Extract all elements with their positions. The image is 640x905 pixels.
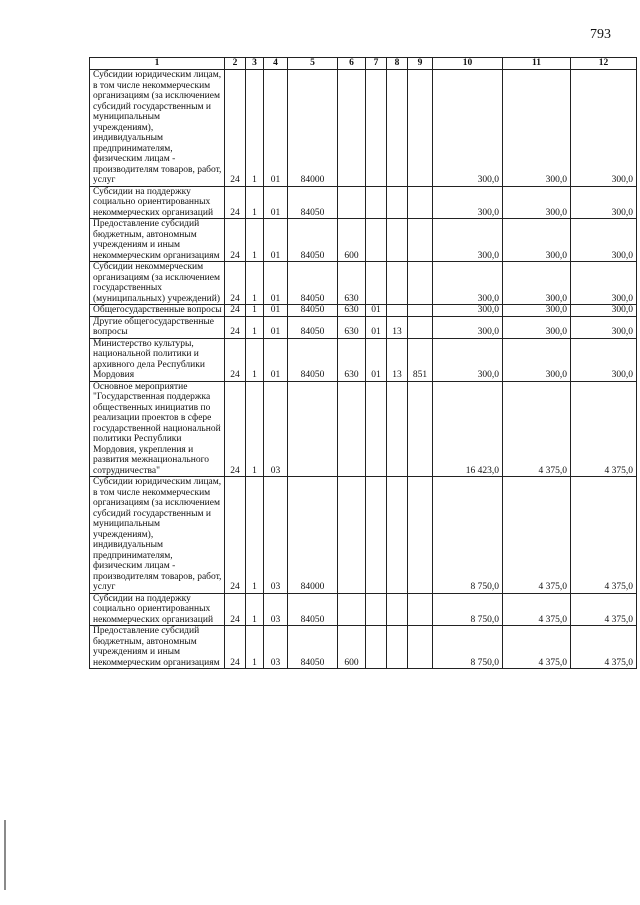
- scan-edge-mark: [4, 820, 6, 890]
- code-target: 84050: [288, 626, 338, 669]
- code-expense-type: 630: [338, 338, 366, 381]
- code-ministry: [408, 593, 433, 626]
- col-header: 5: [288, 58, 338, 70]
- code-section: 1: [246, 219, 264, 262]
- amount-col-10: 8 750,0: [433, 626, 503, 669]
- code-expense-type: [338, 186, 366, 219]
- code-expense-type: [338, 381, 366, 477]
- amount-col-12: 4 375,0: [571, 381, 637, 477]
- code-ministry: [408, 219, 433, 262]
- col-header: 10: [433, 58, 503, 70]
- code-section-2: [366, 381, 387, 477]
- code-subsection-2: [387, 262, 408, 305]
- code-admin: 24: [225, 186, 246, 219]
- code-ministry: [408, 381, 433, 477]
- code-expense-type: 600: [338, 626, 366, 669]
- code-target: 84050: [288, 219, 338, 262]
- page-number: 793: [590, 27, 611, 42]
- code-target: 84050: [288, 338, 338, 381]
- amount-col-11: 300,0: [503, 338, 571, 381]
- col-header: 2: [225, 58, 246, 70]
- code-section-2: 01: [366, 316, 387, 338]
- amount-col-10: 16 423,0: [433, 381, 503, 477]
- code-ministry: [408, 477, 433, 594]
- code-expense-type: 600: [338, 219, 366, 262]
- table-row: [90, 381, 637, 477]
- code-target: 84050: [288, 262, 338, 305]
- amount-col-12: 4 375,0: [571, 626, 637, 669]
- code-subsection-2: [387, 186, 408, 219]
- col-header: 7: [366, 58, 387, 70]
- amount-col-12: 300,0: [571, 316, 637, 338]
- code-ministry: [408, 262, 433, 305]
- code-subsection: 01: [264, 186, 288, 219]
- code-expense-type: [338, 593, 366, 626]
- row-name: Министерство культуры, национальной политики и архивного дела Республики Мордовия: [90, 338, 225, 381]
- code-section-2: [366, 219, 387, 262]
- row-name: Субсидии юридическим лицам, в том числе некоммерческим организациям (за исключением субсидий государственным и муниципальным учреждениям), индивидуальным предпринимателям, физическим лицам - производителям товаров, работ, услуг: [90, 477, 225, 594]
- amount-col-10: 300,0: [433, 262, 503, 305]
- code-target: 84050: [288, 316, 338, 338]
- col-header: 3: [246, 58, 264, 70]
- code-ministry: [408, 316, 433, 338]
- amount-col-11: 300,0: [503, 262, 571, 305]
- amount-col-12: 300,0: [571, 338, 637, 381]
- amount-col-11: 4 375,0: [503, 477, 571, 594]
- amount-col-12: 300,0: [571, 70, 637, 187]
- row-name: Субсидии на поддержку социально ориентированных некоммерческих организаций: [90, 186, 225, 219]
- code-subsection-2: [387, 305, 408, 317]
- amount-col-10: 300,0: [433, 219, 503, 262]
- row-name: Предоставление субсидий бюджетным, автономным учреждениям и иным некоммерческим организациям: [90, 219, 225, 262]
- table-row: [90, 626, 637, 669]
- code-subsection: 01: [264, 262, 288, 305]
- code-subsection: 03: [264, 626, 288, 669]
- amount-col-11: 300,0: [503, 186, 571, 219]
- code-ministry: 851: [408, 338, 433, 381]
- col-header: 11: [503, 58, 571, 70]
- code-subsection: 03: [264, 593, 288, 626]
- row-name: Другие общегосударственные вопросы: [90, 316, 225, 338]
- col-header: 12: [571, 58, 637, 70]
- table-row: [90, 219, 637, 262]
- code-section: 1: [246, 381, 264, 477]
- code-section-2: [366, 70, 387, 187]
- amount-col-12: 300,0: [571, 186, 637, 219]
- code-section-2: [366, 626, 387, 669]
- code-admin: 24: [225, 381, 246, 477]
- code-admin: 24: [225, 305, 246, 317]
- code-admin: 24: [225, 338, 246, 381]
- code-admin: 24: [225, 262, 246, 305]
- code-subsection-2: 13: [387, 316, 408, 338]
- code-subsection: 01: [264, 219, 288, 262]
- code-expense-type: 630: [338, 316, 366, 338]
- code-ministry: [408, 186, 433, 219]
- amount-col-10: 8 750,0: [433, 593, 503, 626]
- code-section: 1: [246, 626, 264, 669]
- code-subsection-2: [387, 626, 408, 669]
- code-admin: 24: [225, 316, 246, 338]
- code-subsection: 01: [264, 305, 288, 317]
- amount-col-11: 4 375,0: [503, 381, 571, 477]
- code-subsection-2: [387, 381, 408, 477]
- amount-col-11: 300,0: [503, 316, 571, 338]
- row-name: Предоставление субсидий бюджетным, автономным учреждениям и иным некоммерческим организациям: [90, 626, 225, 669]
- amount-col-12: 300,0: [571, 219, 637, 262]
- amount-col-11: 300,0: [503, 70, 571, 187]
- code-ministry: [408, 305, 433, 317]
- table-row: [90, 305, 637, 317]
- amount-col-11: 300,0: [503, 219, 571, 262]
- col-header: 9: [408, 58, 433, 70]
- code-admin: 24: [225, 477, 246, 594]
- code-subsection: 01: [264, 316, 288, 338]
- code-admin: 24: [225, 593, 246, 626]
- code-section: 1: [246, 186, 264, 219]
- code-section: 1: [246, 316, 264, 338]
- code-ministry: [408, 626, 433, 669]
- amount-col-11: 4 375,0: [503, 593, 571, 626]
- amount-col-10: 300,0: [433, 70, 503, 187]
- code-target: 84000: [288, 477, 338, 594]
- table-row: [90, 316, 637, 338]
- code-section-2: [366, 186, 387, 219]
- code-section: 1: [246, 593, 264, 626]
- code-section: 1: [246, 338, 264, 381]
- row-name: Субсидии на поддержку социально ориентированных некоммерческих организаций: [90, 593, 225, 626]
- code-subsection-2: [387, 70, 408, 187]
- code-admin: 24: [225, 626, 246, 669]
- table-row: [90, 70, 637, 187]
- code-section: 1: [246, 262, 264, 305]
- code-target: 84050: [288, 186, 338, 219]
- code-target: 84050: [288, 593, 338, 626]
- col-header: 1: [90, 58, 225, 70]
- amount-col-12: 300,0: [571, 262, 637, 305]
- amount-col-10: 300,0: [433, 338, 503, 381]
- code-expense-type: [338, 477, 366, 594]
- code-section-2: 01: [366, 338, 387, 381]
- row-name: Общегосударственные вопросы: [90, 305, 225, 317]
- col-header: 6: [338, 58, 366, 70]
- col-header: 4: [264, 58, 288, 70]
- table-row: [90, 593, 637, 626]
- budget-table: [89, 57, 637, 669]
- code-ministry: [408, 70, 433, 187]
- code-subsection-2: [387, 477, 408, 594]
- code-expense-type: 630: [338, 262, 366, 305]
- table-row: [90, 186, 637, 219]
- code-admin: 24: [225, 70, 246, 187]
- code-subsection: 01: [264, 338, 288, 381]
- code-subsection: 03: [264, 381, 288, 477]
- table-row: [90, 262, 637, 305]
- amount-col-10: 300,0: [433, 186, 503, 219]
- code-subsection-2: [387, 593, 408, 626]
- amount-col-12: 4 375,0: [571, 477, 637, 594]
- code-subsection: 01: [264, 70, 288, 187]
- code-expense-type: 630: [338, 305, 366, 317]
- code-section: 1: [246, 477, 264, 594]
- amount-col-10: 8 750,0: [433, 477, 503, 594]
- code-section: 1: [246, 305, 264, 317]
- amount-col-11: 4 375,0: [503, 626, 571, 669]
- code-section-2: 01: [366, 305, 387, 317]
- code-target: 84050: [288, 305, 338, 317]
- row-name: Субсидии юридическим лицам, в том числе некоммерческим организациям (за исключением субсидий государственным и муниципальным учреждениям), индивидуальным предпринимателям, физическим лицам - производителям товаров, работ, услуг: [90, 70, 225, 187]
- code-expense-type: [338, 70, 366, 187]
- code-subsection: 03: [264, 477, 288, 594]
- code-target: [288, 381, 338, 477]
- code-subsection-2: [387, 219, 408, 262]
- amount-col-10: 300,0: [433, 316, 503, 338]
- code-section-2: [366, 593, 387, 626]
- header-row: [90, 58, 637, 70]
- amount-col-11: 300,0: [503, 305, 571, 317]
- amount-col-12: 300,0: [571, 305, 637, 317]
- amount-col-12: 4 375,0: [571, 593, 637, 626]
- code-section-2: [366, 262, 387, 305]
- col-header: 8: [387, 58, 408, 70]
- code-section-2: [366, 477, 387, 594]
- row-name: Субсидии некоммерческим организациям (за исключением государственных (муниципальных) учреждений): [90, 262, 225, 305]
- code-section: 1: [246, 70, 264, 187]
- row-name: Основное мероприятие "Государственная поддержка общественных инициатив по реализации проектов в сфере государственной национальной политики Республики Мордовия, укрепления и развития межнационального сотрудничества": [90, 381, 225, 477]
- amount-col-10: 300,0: [433, 305, 503, 317]
- code-target: 84000: [288, 70, 338, 187]
- table-row: [90, 338, 637, 381]
- code-admin: 24: [225, 219, 246, 262]
- code-subsection-2: 13: [387, 338, 408, 381]
- table-row: [90, 477, 637, 594]
